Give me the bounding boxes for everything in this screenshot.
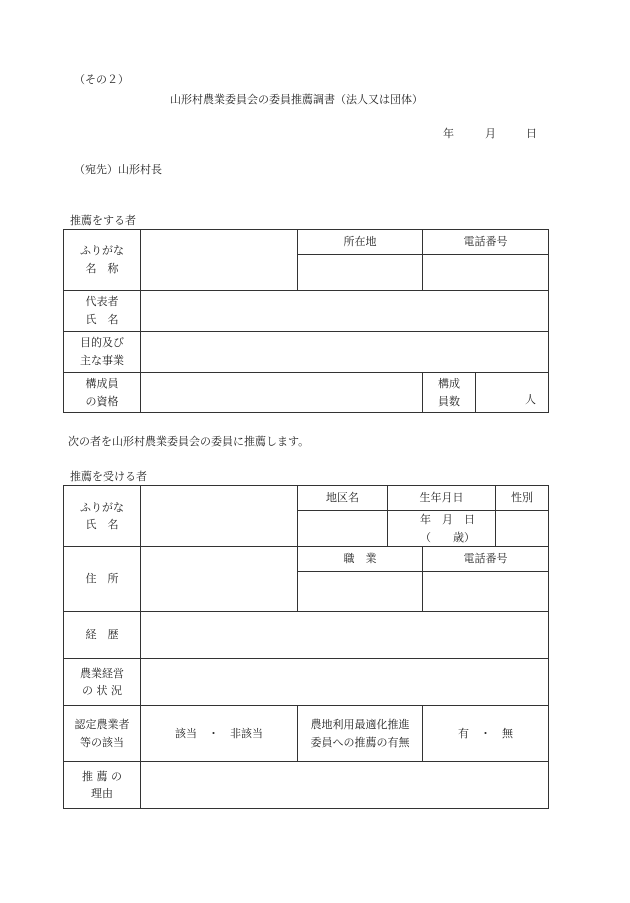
career-label: 経 歴 xyxy=(64,612,141,659)
addressee: （宛先）山形村長 xyxy=(74,163,162,176)
purpose-label-line2: 主な事業 xyxy=(80,354,124,367)
optimization-committee-line1: 農地利用最適化推進 xyxy=(310,718,410,732)
reason-label-line2: 理由 xyxy=(91,787,113,801)
member-qualification-field[interactable] xyxy=(141,373,423,413)
optimization-committee-line2: 委員への推薦の有無 xyxy=(310,735,410,749)
document-title: 山形村農業委員会の委員推薦調書（法人又は団体） xyxy=(170,93,423,106)
phone-field[interactable] xyxy=(423,255,549,291)
member-count-label xyxy=(423,373,476,413)
recommender-table xyxy=(63,229,549,413)
representative-field[interactable] xyxy=(141,291,549,332)
name-label: 名 称 xyxy=(85,262,119,275)
birthdate-ymd: 年 月 日 xyxy=(420,513,475,526)
phone-field[interactable] xyxy=(423,572,549,612)
recommendation-reason-label xyxy=(64,762,141,809)
member-qualification-line2: の資格 xyxy=(85,394,119,408)
phone-label: 電話番号 xyxy=(423,230,549,255)
member-count-line1: 構成 xyxy=(438,376,460,390)
location-label: 所在地 xyxy=(298,230,423,255)
recommender-name-label xyxy=(64,230,141,291)
recommendee-table xyxy=(63,485,549,809)
optimization-committee-label xyxy=(298,706,423,762)
recommendee-name-field[interactable] xyxy=(141,486,298,547)
recommender-section-label: 推薦をする者 xyxy=(70,214,136,227)
persons-unit: 人 xyxy=(525,393,536,407)
furigana-label: ふりがな xyxy=(80,500,124,514)
recommendation-statement: 次の者を山形村農業委員会の委員に推薦します。 xyxy=(68,435,310,448)
reason-label-line1: 推 薦 の xyxy=(82,769,122,783)
representative-label-line2: 氏 名 xyxy=(85,313,119,326)
birthdate-label: 生年月日 xyxy=(388,486,496,511)
member-count-line2: 員数 xyxy=(438,394,460,408)
representative-label-line1: 代表者 xyxy=(85,295,119,309)
birthdate-field[interactable] xyxy=(388,511,496,547)
date-day-label: 日 xyxy=(526,127,537,140)
purpose-label xyxy=(64,332,141,373)
purpose-field[interactable] xyxy=(141,332,549,373)
certified-farmer-choice[interactable]: 該当 ・ 非該当 xyxy=(141,706,298,762)
certified-farmer-label xyxy=(64,706,141,762)
career-field[interactable] xyxy=(141,612,549,659)
date-year-label: 年 xyxy=(443,127,454,140)
optimization-committee-choice[interactable]: 有 ・ 無 xyxy=(423,706,549,762)
phone-label: 電話番号 xyxy=(423,547,549,572)
member-qualification-label xyxy=(64,373,141,413)
district-label: 地区名 xyxy=(298,486,388,511)
sex-label: 性別 xyxy=(496,486,549,511)
member-count-field[interactable] xyxy=(476,373,549,413)
address-label: 住 所 xyxy=(64,547,141,612)
recommender-name-field[interactable] xyxy=(141,230,298,291)
farming-status-line2: の 状 況 xyxy=(82,684,122,698)
farming-status-line1: 農業経営 xyxy=(80,666,124,680)
certified-farmer-line1: 認定農業者 xyxy=(74,718,130,732)
occupation-field[interactable] xyxy=(298,572,423,612)
address-field[interactable] xyxy=(141,547,298,612)
form-number: （その２） xyxy=(74,73,129,86)
district-field[interactable] xyxy=(298,511,388,547)
age-placeholder: （ 歳） xyxy=(420,530,475,544)
recommendee-section-label: 推薦を受ける者 xyxy=(70,470,147,483)
date-month-label: 月 xyxy=(485,127,496,140)
recommendee-name-label xyxy=(64,486,141,547)
sex-field[interactable] xyxy=(496,511,549,547)
farming-status-field[interactable] xyxy=(141,659,549,706)
farming-status-label xyxy=(64,659,141,706)
representative-label xyxy=(64,291,141,332)
recommendation-reason-field[interactable] xyxy=(141,762,549,809)
purpose-label-line1: 目的及び xyxy=(80,336,124,350)
occupation-label: 職 業 xyxy=(298,547,423,572)
member-qualification-line1: 構成員 xyxy=(85,376,119,390)
certified-farmer-line2: 等の該当 xyxy=(80,735,124,749)
furigana-label: ふりがな xyxy=(80,244,124,258)
location-field[interactable] xyxy=(298,255,423,291)
name-label: 氏 名 xyxy=(85,518,119,532)
